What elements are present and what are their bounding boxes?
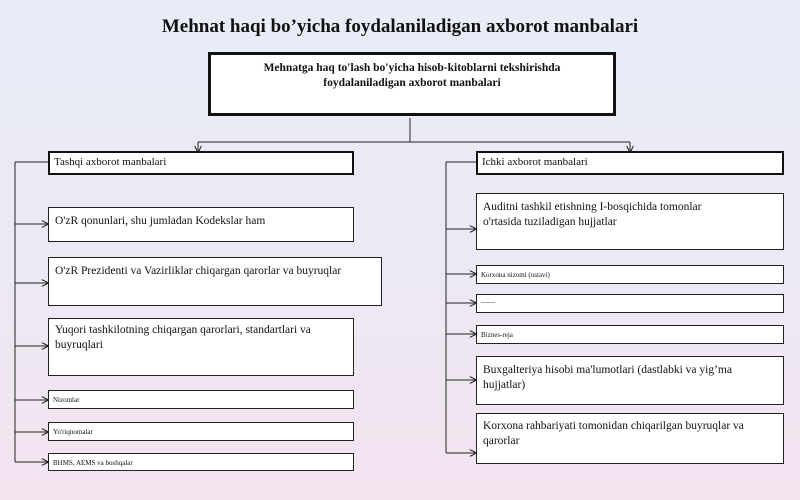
left-node-2: O'zR Prezidenti va Vazirliklar chiqargan qarorlar va buyruqlar	[48, 257, 382, 306]
left-node-3: Yuqori tashkilotning chiqargan qarorlari, standartlari va buyruqlari	[48, 318, 354, 376]
main-node: Mehnatga haq to'lash bo'yicha hisob-kitoblarni tekshirishda foydalaniladigan axborot manbalari	[208, 52, 616, 116]
right-node-1: Auditni tashkil etishning I-bosqichida tomonlar o'rtasida tuziladigan hujjatlar	[476, 193, 784, 250]
right-node-2: Korxona nizomi (ustavi)	[476, 265, 784, 284]
left-node-4: Nizomlar	[48, 390, 354, 409]
diagram-title: Mehnat haqi bo’yicha foydalaniladigan axborot manbalari	[161, 16, 639, 37]
left-node-1: O'zR qonunlari, shu jumladan Kodekslar ham	[48, 207, 354, 242]
left-node-5: Yo'riqnomalar	[48, 422, 354, 441]
right-node-3: ——	[476, 294, 784, 313]
right-node-6: Korxona rahbariyati tomonidan chiqarilgan buyruqlar va qarorlar	[476, 413, 784, 464]
right-node-4: Biznes-reja	[476, 325, 784, 344]
left-header-node: Tashqi axborot manbalari	[48, 151, 354, 175]
right-header-node: Ichki axborot manbalari	[476, 151, 784, 175]
left-node-6: BHMS, AEMS va boshqalar	[48, 453, 354, 471]
right-node-5: Buxgalteriya hisobi ma'lumotlari (dastlabki va yig’ma hujjatlar)	[476, 356, 784, 405]
